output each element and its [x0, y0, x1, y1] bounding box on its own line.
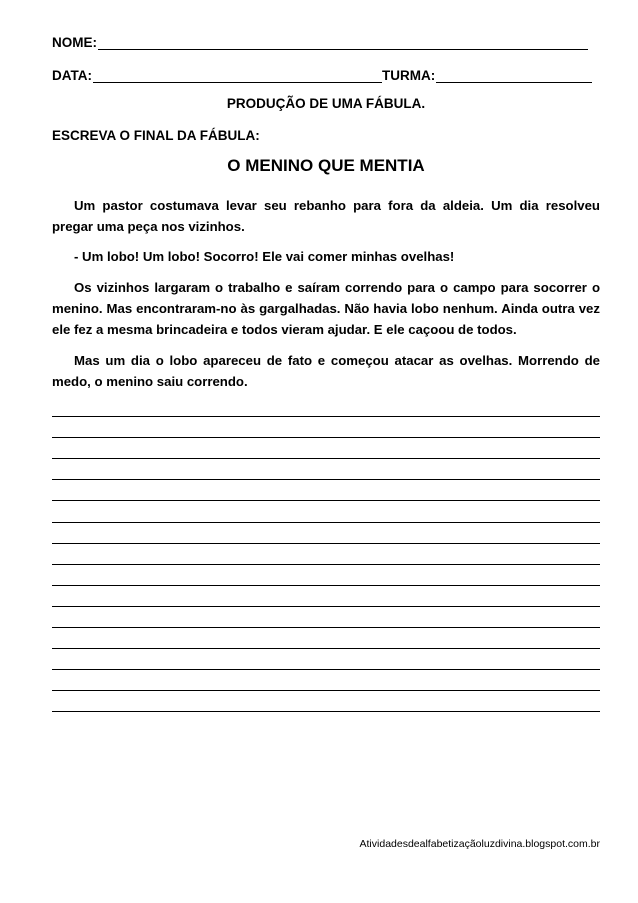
- name-blank[interactable]: [98, 36, 588, 50]
- class-label: TURMA:: [382, 68, 436, 83]
- date-label: DATA:: [52, 68, 92, 83]
- answer-line[interactable]: [52, 543, 600, 544]
- activity-title: PRODUÇÃO DE UMA FÁBULA.: [226, 96, 426, 111]
- story-paragraph: Mas um dia o lobo apareceu de fato e começou atacar as ovelhas. Morrendo de medo, o menino saiu correndo.: [52, 353, 600, 389]
- answer-line[interactable]: [52, 585, 600, 586]
- answer-line[interactable]: [52, 690, 600, 691]
- answer-line[interactable]: [52, 564, 600, 565]
- answer-line[interactable]: [52, 669, 600, 670]
- answer-line[interactable]: [52, 627, 600, 628]
- answer-line[interactable]: [52, 522, 600, 523]
- story-paragraph: - Um lobo! Um lobo! Socorro! Ele vai comer minhas ovelhas!: [74, 249, 455, 264]
- story-paragraph: Os vizinhos largaram o trabalho e saíram correndo para o campo para socorrer o menino. Mas encontraram-no às gargalhadas. Não havia lobo nenhum. Ainda outra vez ele fez a mesma brincadeira e todos vieram ajudar. E ele caçoou de todos.: [52, 280, 600, 337]
- story-paragraph: Um pastor costumava levar seu rebanho para fora da aldeia. Um dia resolveu pregar uma peça nos vizinhos.: [52, 198, 600, 234]
- date-blank[interactable]: [93, 69, 382, 83]
- answer-line[interactable]: [52, 711, 600, 712]
- answer-line[interactable]: [52, 648, 600, 649]
- answer-line[interactable]: [52, 606, 600, 607]
- answer-line[interactable]: [52, 458, 600, 459]
- instruction-text: ESCREVA O FINAL DA FÁBULA:: [52, 128, 260, 143]
- class-blank[interactable]: [436, 69, 592, 83]
- name-field-row: [52, 32, 588, 50]
- story-title: O MENINO QUE MENTIA: [227, 156, 425, 175]
- date-class-row: [52, 65, 592, 83]
- answer-line[interactable]: [52, 479, 600, 480]
- footer-url: Atividadesdealfabetizaçãoluzdivina.blogspot.com.br: [359, 838, 600, 850]
- answer-line[interactable]: [52, 500, 600, 501]
- answer-line[interactable]: [52, 437, 600, 438]
- answer-line[interactable]: [52, 416, 600, 417]
- name-label: NOME:: [52, 35, 97, 50]
